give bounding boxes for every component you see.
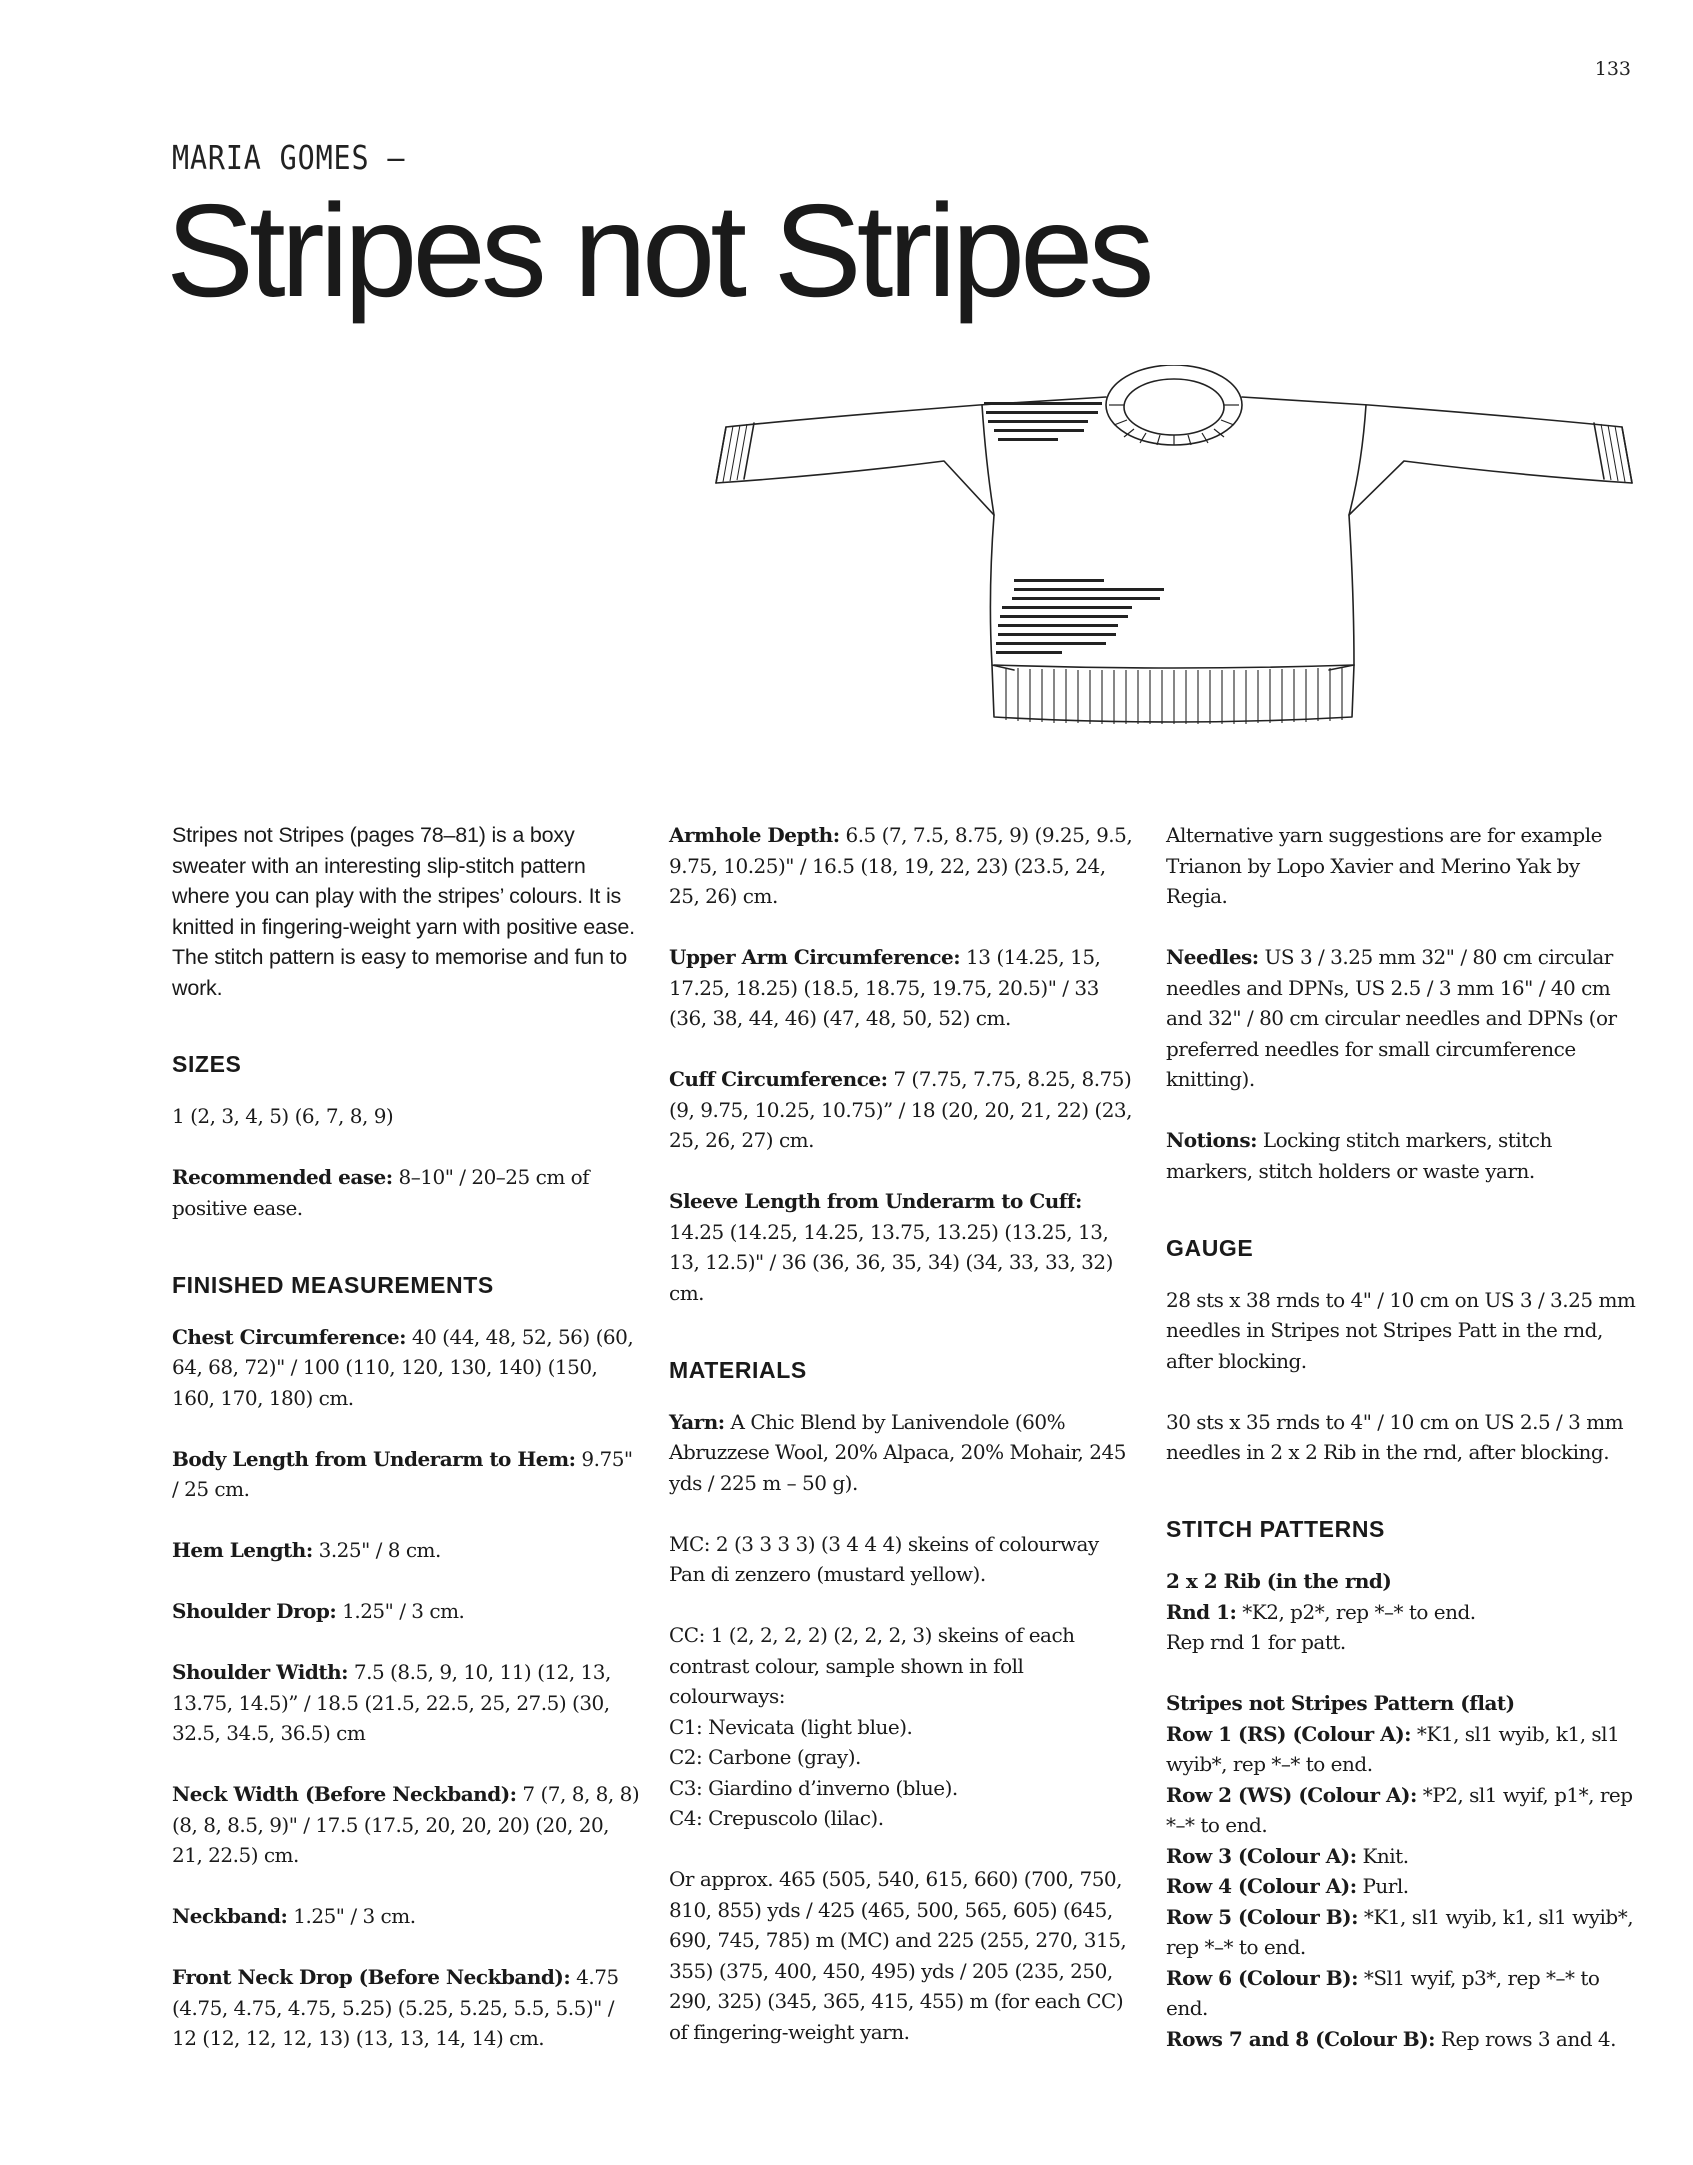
column-2: [669, 820, 1139, 2047]
measurement-item: Body Length from Underarm to Hem: 9.75" / 25 cm.: [172, 1446, 633, 1501]
gauge-rib: 30 sts x 35 rnds to 4" / 10 cm on US 2.5 / 3 mm needles in 2 x 2 Rib in the rnd, after blocking.: [1166, 1409, 1624, 1464]
pattern-row: Rows 7 and 8 (Colour B): Rep rows 3 and 4.: [1166, 2026, 1616, 2051]
page-title: Stripes not Stripes: [166, 177, 1150, 324]
measurement-item: Sleeve Length from Underarm to Cuff: 14.25 (14.25, 14.25, 13.75, 13.25) (13.25, 13, 13, 12.5)" / 36 (36, 36, 35, 34) (34, 33, 33, 32) cm.: [669, 1189, 1113, 1305]
page-number: 133: [1594, 58, 1631, 80]
measurement-item: Upper Arm Circumference: 13 (14.25, 15, 17.25, 18.25) (18.5, 18.75, 19.75, 20.5)" / 33 (36, 38, 44, 46) (47, 48, 50, 52) cm.: [669, 945, 1101, 1030]
alternative-yarns: Alternative yarn suggestions are for example Trianon by Lopo Xavier and Merino Yak by Regia.: [1166, 823, 1602, 908]
notions-info: Notions: Locking stitch markers, stitch markers, stitch holders or waste yarn.: [1166, 1128, 1552, 1183]
column-3: [1166, 820, 1636, 2054]
measurement-item: Cuff Circumference: 7 (7.75, 7.75, 8.25, 8.75) (9, 9.75, 10.25, 10.75)” / 18 (20, 20, 21, 22) (23, 25, 26, 27) cm.: [669, 1067, 1133, 1152]
yarn-info: Yarn: A Chic Blend by Lanivendole (60% Abruzzese Wool, 20% Alpaca, 20% Mohair, 245 yds / 225 m – 50 g).: [669, 1409, 1126, 1495]
intro-text: Stripes not Stripes (pages 78–81) is a boxy sweater with an interesting slip-stitch pattern where you can play with the stripes’ colours. It is knitted in fingering-weight yarn with positive ease. The stitch pattern is easy to memorise and fun to work.: [172, 823, 635, 1000]
rib-pattern-title: 2 x 2 Rib (in the rnd): [1166, 1569, 1392, 1593]
author-name: MARIA GOMES —: [172, 138, 406, 177]
sweater-illustration: [714, 365, 1634, 733]
finished-measurements-heading: FINISHED MEASUREMENTS: [172, 1271, 494, 1298]
contrast-colour-item: C1: Nevicata (light blue).: [669, 1714, 913, 1739]
contrast-colour-intro: CC: 1 (2, 2, 2, 2) (2, 2, 2, 3) skeins of each contrast colour, sample shown in foll colourways:: [669, 1623, 1075, 1708]
measurement-item: Shoulder Width: 7.5 (8.5, 9, 10, 11) (12, 13, 13.75, 14.5)” / 18.5 (21.5, 22.5, 25, 27.5) (30, 32.5, 34.5, 36.5) cm: [172, 1660, 611, 1745]
pattern-row: Row 3 (Colour A): Knit.: [1166, 1843, 1409, 1868]
column-1: [172, 820, 642, 2054]
materials-heading: MATERIALS: [669, 1356, 807, 1383]
recommended-ease: Recommended ease: 8–10" / 20–25 cm of positive ease.: [172, 1165, 590, 1220]
measurement-item: Shoulder Drop: 1.25" / 3 cm.: [172, 1599, 465, 1623]
gauge-heading: GAUGE: [1166, 1234, 1254, 1261]
measurement-item: Hem Length: 3.25" / 8 cm.: [172, 1538, 441, 1562]
rib-round-1: Rnd 1: *K2, p2*, rep *–* to end.: [1166, 1599, 1476, 1624]
sizes-heading: SIZES: [172, 1051, 242, 1077]
pattern-row: Row 4 (Colour A): Purl.: [1166, 1874, 1409, 1898]
yarn-approx-amounts: Or approx. 465 (505, 540, 615, 660) (700, 750, 810, 855) yds / 425 (465, 500, 565, 605) (645, 690, 745, 785) m (MC) and 225 (255, 270, 315, 355) (375, 400, 450, 495) yds / 205 (235, 250, 290, 325) (345, 365, 415, 455) m (for each CC) of fingering-weight yarn.: [669, 1867, 1127, 2044]
stripes-pattern-title: Stripes not Stripes Pattern (flat): [1166, 1691, 1515, 1715]
sizes-values: 1 (2, 3, 4, 5) (6, 7, 8, 9): [172, 1104, 394, 1128]
gauge-pattern: 28 sts x 38 rnds to 4" / 10 cm on US 3 / 3.25 mm needles in Stripes not Stripes Patt in the rnd, after blocking.: [1166, 1287, 1636, 1373]
contrast-colour-item: C4: Crepuscolo (lilac).: [669, 1806, 884, 1830]
measurement-item: Neckband: 1.25" / 3 cm.: [172, 1904, 416, 1928]
measurement-item: Front Neck Drop (Before Neckband): 4.75 (4.75, 4.75, 4.75, 5.25) (5.25, 5.25, 5.5, 5.5)" / 12 (12, 12, 12, 13) (13, 13, 14, 14) cm.: [172, 1965, 619, 2050]
pattern-row: Row 1 (RS) (Colour A): *K1, sl1 wyib, k1, sl1 wyib*, rep *–* to end.: [1166, 1721, 1620, 1776]
measurement-item: Neck Width (Before Neckband): 7 (7, 8, 8, 8) (8, 8, 8.5, 9)" / 17.5 (17.5, 20, 20, 20) (20, 20, 21, 22.5) cm.: [172, 1782, 640, 1867]
needles-info: Needles: US 3 / 3.25 mm 32" / 80 cm circular needles and DPNs, US 2.5 / 3 mm 16" / 40 cm and 32" / 80 cm circular needles and DPNs (or preferred needles for small circumference knitting).: [1166, 945, 1617, 1091]
contrast-colour-item: C2: Carbone (gray).: [669, 1745, 861, 1769]
pattern-row: Row 2 (WS) (Colour A): *P2, sl1 wyif, p1*, rep *–* to end.: [1166, 1782, 1633, 1837]
pattern-row: Row 5 (Colour B): *K1, sl1 wyib, k1, sl1 wyib*, rep *–* to end.: [1166, 1904, 1634, 1959]
stitch-patterns-heading: STITCH PATTERNS: [1166, 1516, 1385, 1542]
pattern-row: Row 6 (Colour B): *Sl1 wyif, p3*, rep *–* to end.: [1166, 1965, 1600, 2020]
main-colour-info: MC: 2 (3 3 3 3) (3 4 4 4) skeins of colourway Pan di zenzero (mustard yellow).: [669, 1531, 1099, 1586]
contrast-colour-item: C3: Giardino d’inverno (blue).: [669, 1775, 958, 1800]
measurement-item: Chest Circumference: 40 (44, 48, 52, 56) (60, 64, 68, 72)" / 100 (110, 120, 130, 140) (150, 160, 170, 180) cm.: [172, 1324, 634, 1410]
measurement-item: Armhole Depth: 6.5 (7, 7.5, 8.75, 9) (9.25, 9.5, 9.75, 10.25)" / 16.5 (18, 19, 22, 23) (23.5, 24, 25, 26) cm.: [669, 823, 1133, 908]
rib-repeat: Rep rnd 1 for patt.: [1166, 1630, 1346, 1654]
